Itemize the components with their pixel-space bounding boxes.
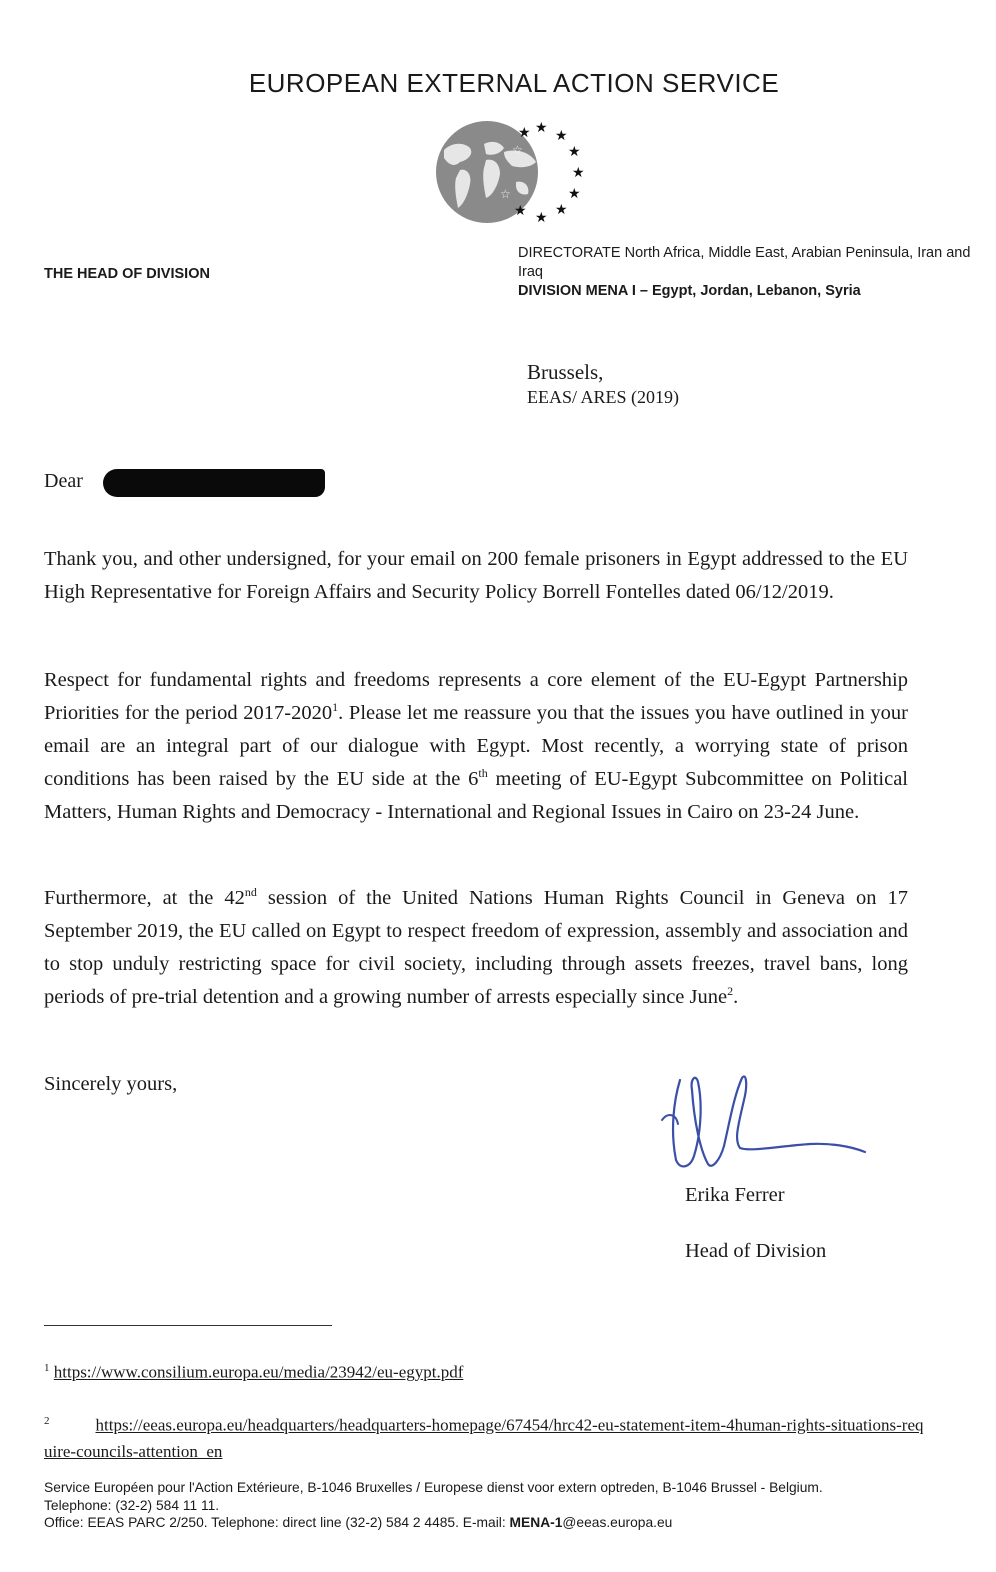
closing-line: Sincerely yours, bbox=[44, 1073, 178, 1095]
ordinal-suffix: th bbox=[478, 766, 488, 781]
directorate-block bbox=[518, 244, 978, 301]
paragraph-2-text-b: . Please let me reassure you that the issues you have outlined in your email are an integral part of our dialogue with Egypt. Most recently, a worrying state of prison conditions has been raised by the EU side at the 6 bbox=[44, 702, 908, 790]
letter-reference: EEAS/ ARES (2019) bbox=[527, 387, 680, 407]
footer-telephone: Telephone: (32-2) 584 11 11. bbox=[44, 1497, 220, 1513]
signer-title: Head of Division bbox=[685, 1240, 827, 1262]
directorate-label: DIRECTORATE bbox=[518, 245, 621, 261]
svg-text:☆: ☆ bbox=[500, 187, 511, 201]
eeas-globe-stars-logo-icon bbox=[430, 112, 600, 232]
svg-text:★: ★ bbox=[568, 186, 581, 202]
paragraph-2-text-a: Respect for fundamental rights and freedoms represents a core element of the EU-Egypt Partnership Priorities for the period 2017-2020 bbox=[44, 669, 908, 724]
svg-text:★: ★ bbox=[555, 128, 568, 144]
footer-email-domain[interactable]: @eeas.europa.eu bbox=[562, 1515, 673, 1530]
paragraph-2-text-c: meeting of EU-Egypt Subcommittee on Political Matters, Human Rights and Democracy - International and Regional Issues in Cairo on 23-24 June. bbox=[44, 768, 909, 823]
svg-text:★: ★ bbox=[555, 202, 568, 218]
organization-title: EUROPEAN EXTERNAL ACTION SERVICE bbox=[248, 68, 780, 98]
footnote-1 bbox=[44, 1362, 463, 1383]
handwritten-signature-icon bbox=[650, 1060, 880, 1180]
redacted-recipient-name bbox=[103, 469, 325, 497]
footer-address: Service Européen pour l'Action Extérieure, B-1046 Bruxelles / Europese dienst voor extern optreden, B-1046 Brussel - Belgium. bbox=[44, 1480, 823, 1495]
signer-name: Erika Ferrer bbox=[685, 1184, 785, 1206]
svg-text:★: ★ bbox=[535, 120, 548, 136]
paragraph-3-text-c: . bbox=[733, 986, 739, 1008]
paragraph-3-text-a: Furthermore, at the 42 bbox=[44, 887, 245, 909]
footer-office-line bbox=[44, 1514, 984, 1532]
footnote-separator bbox=[44, 1325, 332, 1326]
footer-email-user[interactable]: MENA-1 bbox=[509, 1515, 563, 1530]
ordinal-suffix: nd bbox=[244, 885, 257, 900]
footnote-link-1[interactable]: https://www.consilium.europa.eu/media/23942/eu-egypt.pdf bbox=[53, 1362, 464, 1382]
directorate-line bbox=[518, 244, 978, 282]
svg-text:★: ★ bbox=[572, 165, 585, 181]
svg-text:★: ★ bbox=[514, 203, 527, 219]
body-paragraph-3 bbox=[44, 882, 908, 1014]
footer-office: Office: EEAS PARC 2/250. Telephone: direct line (32-2) 584 2 4485. E-mail: bbox=[44, 1515, 510, 1530]
footnote-number: 1 bbox=[44, 1362, 50, 1374]
letter-footer bbox=[44, 1479, 984, 1532]
letter-place: Brussels, bbox=[527, 360, 604, 384]
svg-text:★: ★ bbox=[535, 210, 548, 226]
sender-position: THE HEAD OF DIVISION bbox=[44, 266, 210, 282]
paragraph-3-text-b: session of the United Nations Human Rights Council in Geneva on 17 September 2019, the EU called on Egypt to respect freedom of expression, assembly and association and to stop unduly restricting space for civil society, including through assets freezes, travel bans, long periods of pre-trial detention and a growing number of arrests especially since June bbox=[44, 887, 908, 1008]
svg-text:★: ★ bbox=[518, 125, 531, 141]
svg-text:★: ★ bbox=[568, 144, 581, 160]
footnote-ref-1: 1 bbox=[332, 700, 339, 715]
division-name: DIVISION MENA I – Egypt, Jordan, Lebanon, Syria bbox=[518, 283, 861, 299]
directorate-name: North Africa, Middle East, Arabian Peninsula, Iran and Iraq bbox=[518, 245, 971, 280]
svg-text:☆: ☆ bbox=[512, 143, 523, 157]
footnote-number: 2 bbox=[44, 1415, 50, 1427]
footnote-2 bbox=[44, 1408, 924, 1465]
footnote-link-2[interactable]: https://eeas.europa.eu/headquarters/headquarters-homepage/67454/hrc42-eu-statement-item-4human-rights-situations-require-councils-attention_en bbox=[44, 1415, 924, 1461]
body-paragraph-1: Thank you, and other undersigned, for your email on 200 female prisoners in Egypt addressed to the EU High Representative for Foreign Affairs and Security Policy Borrell Fontelles dated 06/12/2019. bbox=[44, 548, 908, 603]
footnote-ref-2: 2 bbox=[727, 984, 734, 999]
salutation: Dear bbox=[44, 470, 83, 492]
body-paragraph-2 bbox=[44, 664, 908, 829]
